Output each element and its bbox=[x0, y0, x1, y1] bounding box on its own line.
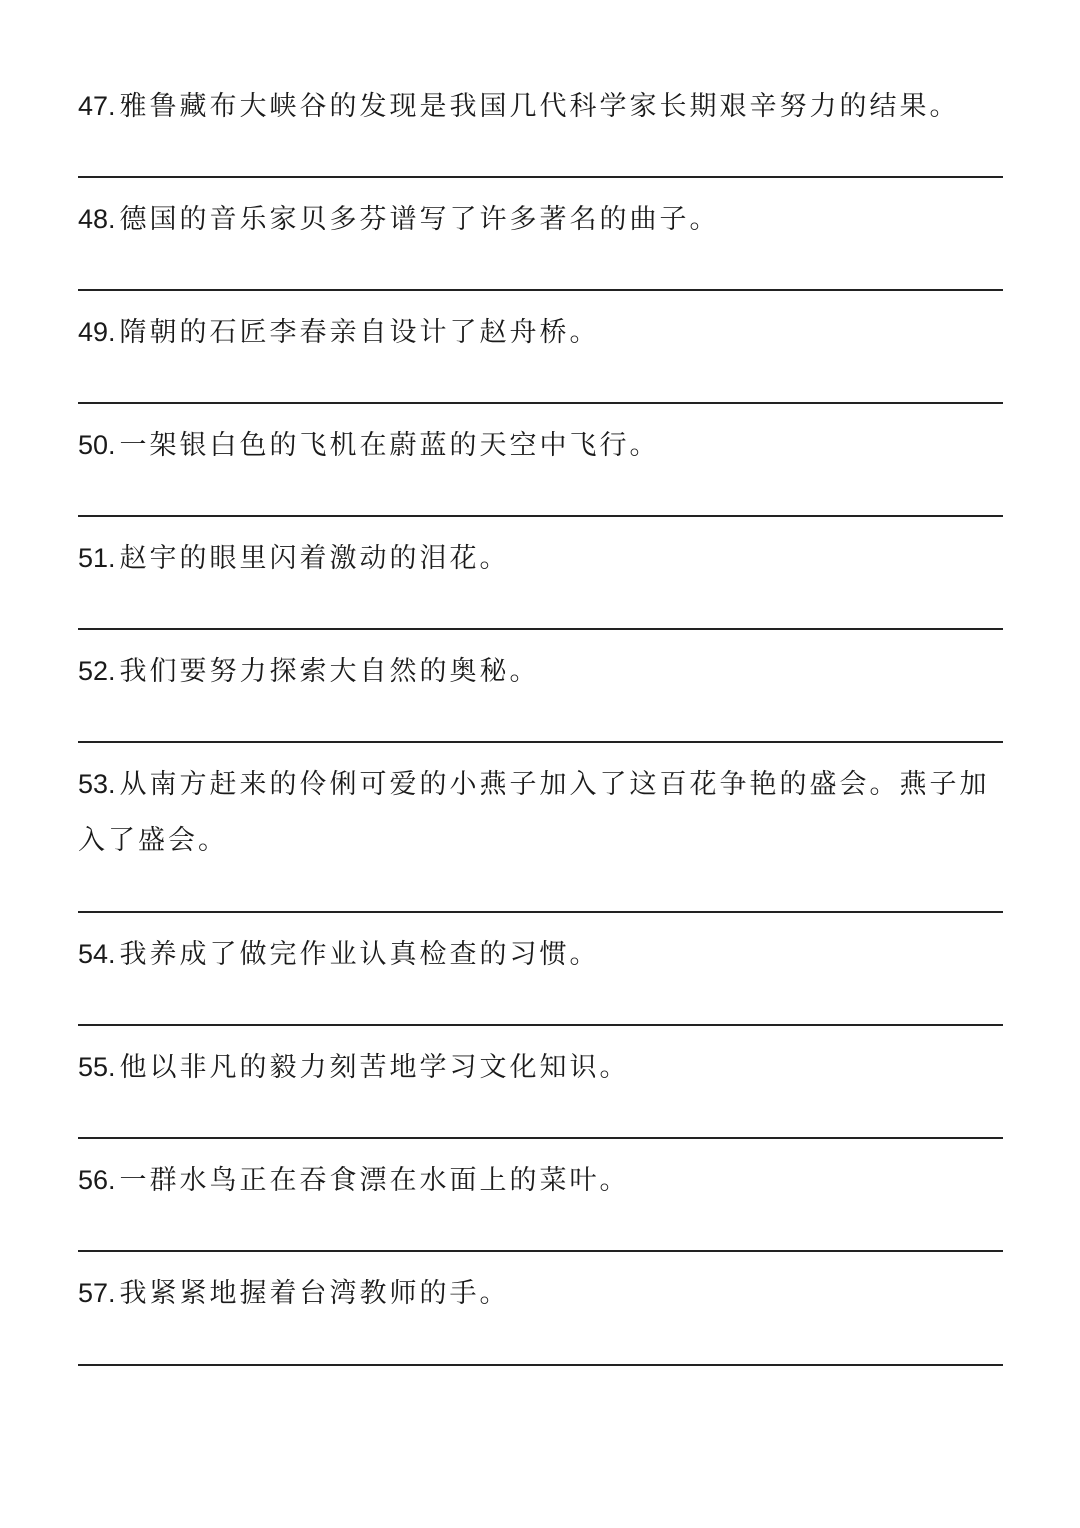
answer-line bbox=[78, 402, 1003, 404]
answer-line bbox=[78, 911, 1003, 913]
question-text bbox=[78, 304, 1003, 361]
question-number: 54. bbox=[78, 939, 116, 969]
question-51 bbox=[78, 530, 1003, 587]
question-number: 53. bbox=[78, 769, 116, 799]
answer-line bbox=[78, 1364, 1003, 1366]
question-number: 49. bbox=[78, 317, 116, 347]
question-number: 56. bbox=[78, 1165, 116, 1195]
question-sentence: 我养成了做完作业认真检查的习惯。 bbox=[119, 939, 600, 970]
question-56 bbox=[78, 1152, 1003, 1209]
answer-line bbox=[78, 515, 1003, 517]
question-55 bbox=[78, 1039, 1003, 1096]
question-text bbox=[78, 926, 1003, 983]
question-57 bbox=[78, 1265, 1003, 1322]
question-number: 51. bbox=[78, 543, 116, 573]
question-48 bbox=[78, 191, 1003, 248]
answer-line bbox=[78, 741, 1003, 743]
question-text bbox=[78, 1265, 1003, 1322]
question-50 bbox=[78, 417, 1003, 474]
question-number: 50. bbox=[78, 430, 116, 460]
question-47 bbox=[78, 78, 1003, 135]
answer-line bbox=[78, 1024, 1003, 1026]
question-sentence: 从南方赶来的伶俐可爱的小燕子加入了这百花争艳的盛会。燕子加入了盛会。 bbox=[78, 769, 990, 856]
question-text bbox=[78, 191, 1003, 248]
question-text bbox=[78, 643, 1003, 700]
question-text bbox=[78, 78, 1003, 135]
question-sentence: 德国的音乐家贝多芬谱写了许多著名的曲子。 bbox=[119, 204, 720, 235]
question-sentence: 他以非凡的毅力刻苦地学习文化知识。 bbox=[119, 1052, 630, 1083]
question-49 bbox=[78, 304, 1003, 361]
answer-line bbox=[78, 1250, 1003, 1252]
question-sentence: 赵宇的眼里闪着激动的泪花。 bbox=[119, 543, 510, 574]
question-sentence: 一群水鸟正在吞食漂在水面上的菜叶。 bbox=[119, 1165, 630, 1196]
question-54 bbox=[78, 926, 1003, 983]
question-sentence: 我们要努力探索大自然的奥秘。 bbox=[119, 656, 540, 687]
question-sentence: 我紧紧地握着台湾教师的手。 bbox=[119, 1278, 510, 1309]
question-number: 55. bbox=[78, 1052, 116, 1082]
question-52 bbox=[78, 643, 1003, 700]
question-sentence: 隋朝的石匠李春亲自设计了赵舟桥。 bbox=[119, 317, 600, 348]
answer-line bbox=[78, 176, 1003, 178]
question-text bbox=[78, 417, 1003, 474]
question-53 bbox=[78, 756, 1003, 869]
question-text bbox=[78, 1039, 1003, 1096]
question-sentence: 一架银白色的飞机在蔚蓝的天空中飞行。 bbox=[119, 430, 660, 461]
answer-line bbox=[78, 1137, 1003, 1139]
question-text bbox=[78, 1152, 1003, 1209]
question-number: 47. bbox=[78, 91, 116, 121]
answer-line bbox=[78, 628, 1003, 630]
question-number: 52. bbox=[78, 656, 116, 686]
question-number: 57. bbox=[78, 1278, 116, 1308]
question-sentence: 雅鲁藏布大峡谷的发现是我国几代科学家长期艰辛努力的结果。 bbox=[119, 91, 960, 122]
question-number: 48. bbox=[78, 204, 116, 234]
answer-line bbox=[78, 289, 1003, 291]
question-text bbox=[78, 530, 1003, 587]
question-text bbox=[78, 756, 1003, 869]
